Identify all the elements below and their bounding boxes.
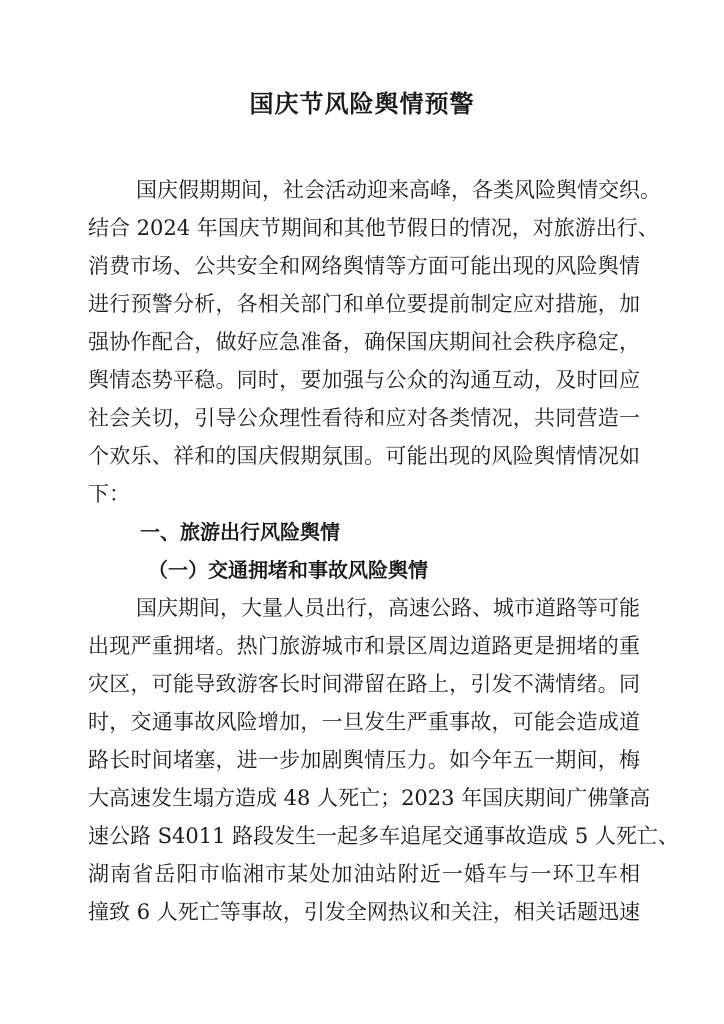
paragraph-line: 速公路 S4011 路段发生一起多车追尾交通事故造成 5 人死亡、 — [88, 824, 679, 848]
section-heading: 一、旅游出行风险舆情 — [140, 520, 340, 544]
paragraph-line: 强协作配合，做好应急准备，确保国庆期间社会秩序稳定， — [88, 330, 640, 354]
paragraph-line: 灾区，可能导致游客长时间滞留在路上，引发不满情绪。同 — [88, 672, 640, 696]
paragraph-line: 大高速发生塌方造成 48 人死亡；2023 年国庆期间广佛肇高 — [88, 786, 651, 810]
paragraph-line: 出现严重拥堵。热门旅游城市和景区周边道路更是拥堵的重 — [88, 634, 640, 658]
paragraph-line: 撞致 6 人死亡等事故，引发全网热议和关注，相关话题迅速 — [88, 900, 640, 924]
paragraph-line: 舆情态势平稳。同时，要加强与公众的沟通互动，及时回应 — [88, 368, 640, 392]
paragraph-line: 消费市场、公共安全和网络舆情等方面可能出现的风险舆情 — [88, 254, 640, 278]
subsection-heading: （一）交通拥堵和事故风险舆情 — [148, 558, 428, 582]
paragraph-line: 时，交通事故风险增加，一旦发生严重事故，可能会造成道 — [88, 710, 640, 734]
paragraph-line: 路长时间堵塞，进一步加剧舆情压力。如今年五一期间，梅 — [88, 748, 640, 772]
paragraph-line: 湖南省岳阳市临湘市某处加油站附近一婚车与一环卫车相 — [88, 862, 640, 886]
document-title: 国庆节风险舆情预警 — [249, 89, 475, 118]
paragraph-line: 国庆假期期间，社会活动迎来高峰，各类风险舆情交织。 — [136, 178, 661, 202]
paragraph-line: 社会关切，引导公众理性看待和应对各类情况，共同营造一 — [88, 406, 640, 430]
paragraph-line: 个欢乐、祥和的国庆假期氛围。可能出现的风险舆情情况如 — [88, 444, 640, 468]
paragraph-line: 下： — [88, 482, 130, 506]
paragraph-line: 国庆期间，大量人员出行，高速公路、城市道路等可能 — [136, 596, 640, 620]
paragraph-line: 进行预警分析，各相关部门和单位要提前制定应对措施，加 — [88, 292, 640, 316]
paragraph-line: 结合 2024 年国庆节期间和其他节假日的情况，对旅游出行、 — [88, 216, 659, 240]
